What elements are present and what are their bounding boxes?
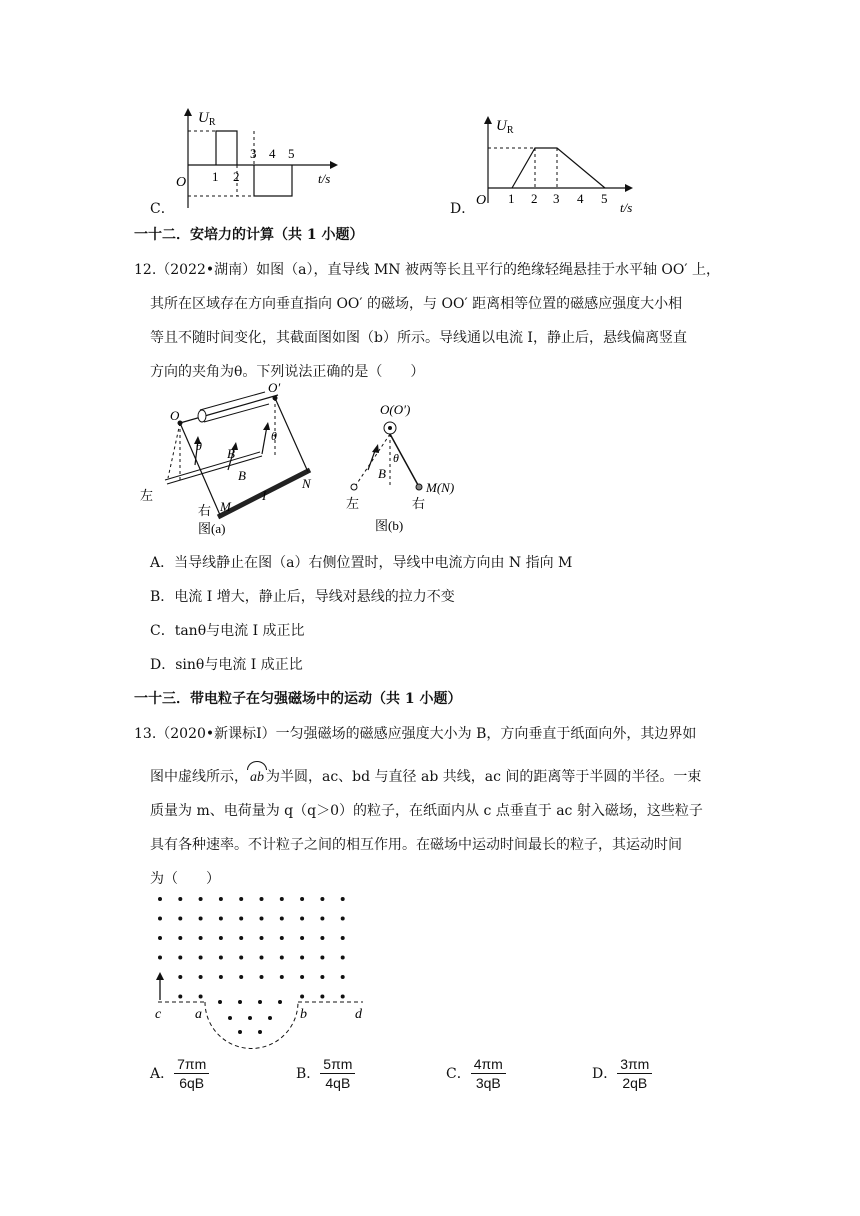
graph-d-tick: 3 bbox=[553, 191, 560, 206]
graph-d-x-arrow bbox=[625, 184, 633, 192]
field-dot bbox=[178, 936, 182, 940]
field-dot bbox=[320, 975, 324, 979]
graph-c-xlabel: t/s bbox=[318, 171, 331, 186]
field-dot bbox=[300, 897, 304, 901]
section-12-heading: 一十二．安培力的计算（共 1 小题） bbox=[134, 227, 364, 243]
field-dot bbox=[280, 917, 284, 921]
graph-c bbox=[170, 100, 350, 215]
field-dot bbox=[260, 956, 264, 960]
svg-text:O: O bbox=[170, 408, 180, 423]
field-dot bbox=[320, 917, 324, 921]
svg-text:右: 右 bbox=[412, 496, 426, 511]
graph-d-tick: 1 bbox=[508, 191, 515, 206]
field-dot bbox=[178, 975, 182, 979]
field-dots bbox=[158, 897, 345, 1034]
field-dot bbox=[320, 956, 324, 960]
field-dot bbox=[178, 917, 182, 921]
graph-c-x-arrow bbox=[330, 161, 338, 169]
field-dot bbox=[300, 975, 304, 979]
svg-text:I: I bbox=[262, 488, 267, 503]
field-dot bbox=[280, 975, 284, 979]
q13-option-a: A． $\frac{7\pi m}{6qB}$ bbox=[150, 1055, 209, 1092]
field-dot bbox=[199, 897, 203, 901]
graph-c-tick: 5 bbox=[288, 146, 295, 161]
svg-text:c: c bbox=[155, 1007, 162, 1022]
svg-text:d: d bbox=[355, 1007, 362, 1022]
svg-text:M: M bbox=[220, 499, 231, 514]
q12-option-c: C．tanθ与电流 I 成正比 bbox=[150, 623, 305, 639]
field-dot bbox=[341, 975, 345, 979]
graph-d-xlabel: t/s bbox=[620, 200, 633, 215]
field-dot bbox=[178, 956, 182, 960]
option-d-label: D． bbox=[450, 201, 476, 217]
svg-text:b: b bbox=[300, 1007, 307, 1022]
q13-option-d: D． $\frac{3\pi m}{2qB}$ bbox=[592, 1055, 652, 1092]
q12-option-b: B．电流 I 增大，静止后，导线对悬线的拉力不变 bbox=[150, 589, 455, 605]
field-dot bbox=[260, 897, 264, 901]
field-dot bbox=[219, 956, 223, 960]
q12-line: 方向的夹角为θ。下列说法正确的是（ ） bbox=[150, 364, 425, 380]
svg-text:θ: θ bbox=[196, 439, 202, 453]
svg-text:左: 左 bbox=[346, 496, 360, 511]
field-dot bbox=[199, 936, 203, 940]
field-dot bbox=[268, 1016, 272, 1020]
field-dot bbox=[239, 917, 243, 921]
section-13-heading: 一十三．带电粒子在匀强磁场中的运动（共 1 小题） bbox=[134, 691, 462, 707]
graph-c-ylabel: $U_R$ bbox=[198, 110, 216, 128]
svg-text:θ: θ bbox=[271, 429, 277, 443]
field-dot bbox=[219, 917, 223, 921]
field-dot bbox=[239, 897, 243, 901]
field-dot bbox=[280, 956, 284, 960]
svg-text:右: 右 bbox=[198, 503, 212, 518]
graph-d-curve bbox=[512, 148, 605, 188]
graph-c-y-arrow bbox=[184, 108, 192, 116]
graph-c-pulse-positive bbox=[216, 131, 237, 165]
option-c-label: C． bbox=[150, 201, 175, 217]
field-dot bbox=[280, 936, 284, 940]
field-dot bbox=[341, 956, 345, 960]
svg-text:θ: θ bbox=[393, 451, 399, 465]
svg-text:N: N bbox=[302, 476, 311, 491]
svg-text:O′: O′ bbox=[268, 380, 281, 395]
field-dot bbox=[260, 936, 264, 940]
field-dot bbox=[239, 936, 243, 940]
q12-option-a: A．当导线静止在图（a）右侧位置时，导线中电流方向由 N 指向 M bbox=[150, 555, 573, 571]
field-dot bbox=[300, 917, 304, 921]
field-dot bbox=[260, 975, 264, 979]
graph-c-tick: 2 bbox=[233, 169, 240, 184]
field-dot bbox=[219, 975, 223, 979]
field-dot bbox=[158, 897, 162, 901]
field-dot bbox=[341, 917, 345, 921]
svg-text:B: B bbox=[227, 446, 235, 461]
field-dot bbox=[320, 995, 324, 999]
field-dot bbox=[158, 936, 162, 940]
graph-d-tick: 2 bbox=[531, 191, 538, 206]
field-dot bbox=[238, 1000, 242, 1004]
q13-line: 图中虚线所示， ab 为半圆，ac、bd 与直径 ab 共线，ac 间的距离等于半圆的半径。一束 bbox=[150, 766, 701, 786]
field-dot bbox=[341, 936, 345, 940]
field-dot bbox=[199, 995, 203, 999]
field-dot bbox=[260, 917, 264, 921]
q12-line: 其所在区域存在方向垂直指向 OO′ 的磁场，与 OO′ 距离相等位置的磁感应强度大小相 bbox=[150, 296, 683, 312]
field-dot bbox=[278, 1000, 282, 1004]
svg-text:左: 左 bbox=[140, 488, 154, 503]
graph-c-tick: 1 bbox=[212, 169, 219, 184]
figure-a bbox=[140, 380, 340, 540]
field-dot bbox=[239, 975, 243, 979]
svg-text:图(a): 图(a) bbox=[198, 521, 226, 536]
svg-text:a: a bbox=[195, 1007, 202, 1022]
field-dot bbox=[178, 897, 182, 901]
field-dot bbox=[219, 897, 223, 901]
field-dot bbox=[219, 936, 223, 940]
graph-d-y-arrow bbox=[484, 116, 492, 124]
field-dot bbox=[218, 1000, 222, 1004]
figure-magnetic-field bbox=[148, 890, 378, 1050]
field-dot bbox=[199, 975, 203, 979]
field-dot bbox=[158, 917, 162, 921]
graph-c-pulse-negative bbox=[254, 165, 292, 196]
q13-line: 为（ ） bbox=[150, 871, 220, 887]
q13-line: 13.（2020•新课标Ⅰ）一匀强磁场的磁感应强度大小为 B，方向垂直于纸面向外，其边界如 bbox=[134, 726, 697, 742]
graph-c-origin: O bbox=[176, 175, 187, 190]
graph-d-origin: O bbox=[476, 193, 487, 208]
graph-c-tick: 4 bbox=[269, 146, 276, 161]
graph-c-tick: 3 bbox=[250, 146, 257, 161]
field-dot bbox=[199, 956, 203, 960]
field-dot bbox=[280, 897, 284, 901]
graph-d-tick: 4 bbox=[577, 191, 584, 206]
q13-line: 具有各种速率。不计粒子之间的相互作用。在磁场中运动时间最长的粒子，其运动时间 bbox=[150, 837, 682, 853]
svg-text:M(N): M(N) bbox=[426, 480, 455, 495]
figure-b bbox=[340, 400, 480, 540]
field-dot bbox=[228, 1016, 232, 1020]
field-dot bbox=[258, 1030, 262, 1034]
q12-line: 等且不随时间变化，其截面图如图（b）所示。导线通以电流 I，静止后，悬线偏离竖直 bbox=[150, 330, 687, 346]
svg-text:B: B bbox=[238, 468, 246, 483]
q13-line: 质量为 m、电荷量为 q（q＞0）的粒子，在纸面内从 c 点垂直于 ac 射入磁场，这些粒子 bbox=[150, 803, 703, 819]
field-dot bbox=[199, 917, 203, 921]
svg-text:O(O′): O(O′) bbox=[380, 402, 411, 417]
graph-d-ylabel: $U_R$ bbox=[496, 118, 514, 136]
field-dot bbox=[239, 956, 243, 960]
q13-option-b: B． $\frac{5\pi m}{4qB}$ bbox=[296, 1055, 355, 1092]
graph-d-tick: 5 bbox=[601, 191, 608, 206]
field-dot bbox=[300, 995, 304, 999]
q13-option-c: C． $\frac{4\pi m}{3qB}$ bbox=[446, 1055, 506, 1092]
field-dot bbox=[300, 956, 304, 960]
field-dot bbox=[300, 936, 304, 940]
field-dot bbox=[320, 936, 324, 940]
field-dot bbox=[258, 1000, 262, 1004]
svg-text:图(b): 图(b) bbox=[375, 518, 404, 533]
field-dot bbox=[320, 897, 324, 901]
field-dot bbox=[341, 995, 345, 999]
arc-ab: ab bbox=[248, 770, 266, 786]
field-dot bbox=[178, 995, 182, 999]
q12-option-d: D．sinθ与电流 I 成正比 bbox=[150, 657, 303, 673]
graph-d bbox=[470, 108, 650, 218]
svg-text:B: B bbox=[378, 466, 386, 481]
q12-line: 12.（2022•湖南）如图（a），直导线 MN 被两等长且平行的绝缘轻绳悬挂于水平轴 OO′ 上， bbox=[134, 262, 721, 278]
field-dot bbox=[341, 897, 345, 901]
field-dot bbox=[158, 956, 162, 960]
field-dot bbox=[248, 1016, 252, 1020]
field-dot bbox=[238, 1030, 242, 1034]
